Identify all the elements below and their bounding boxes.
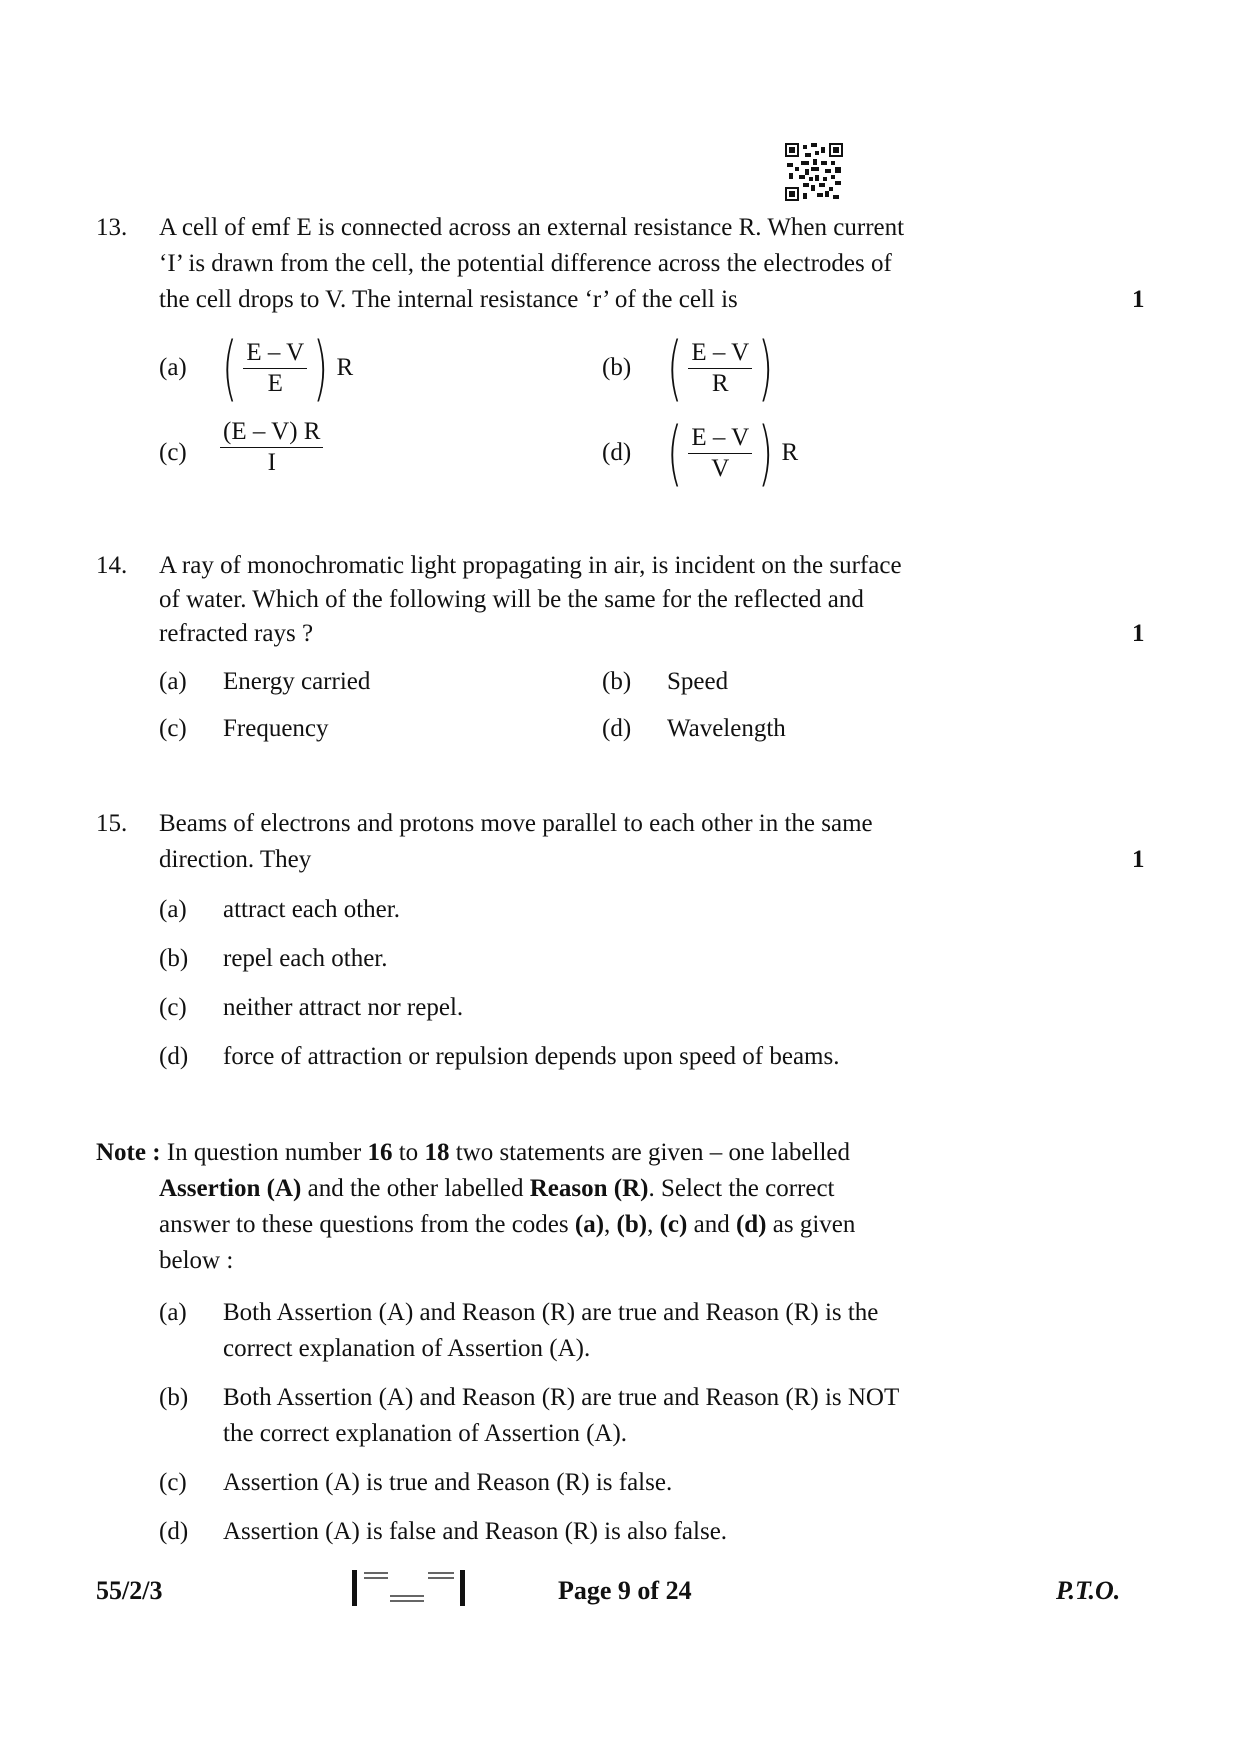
q13-option-d-label: (d) [602, 439, 632, 466]
note-option-a-line-2: correct explanation of Assertion (A). [223, 1335, 591, 1362]
question-15-line-1: Beams of electrons and protons move parallel to each other in the same [159, 810, 873, 837]
q13-c-denominator: I [267, 449, 276, 476]
q14-option-a-label: (a) [159, 668, 187, 695]
note-option-b-label: (b) [159, 1384, 189, 1411]
q14-option-b-text: Speed [667, 668, 729, 695]
question-13-marks: 1 [1132, 286, 1145, 313]
note-number-18: 18 [424, 1139, 450, 1166]
question-14-line-2: of water. Which of the following will be the same for the reflected and [159, 586, 864, 613]
code-c: (c) [659, 1211, 688, 1238]
question-15-line-2: direction. They [159, 846, 312, 873]
q13-b-denominator: R [711, 369, 729, 397]
note-option-c-text: Assertion (A) is true and Reason (R) is false. [223, 1469, 673, 1496]
q13-option-c-formula [220, 418, 323, 477]
q15-option-d-text: force of attraction or repulsion depends upon speed of beams. [223, 1043, 840, 1070]
q14-option-c-text: Frequency [223, 715, 329, 742]
note-text: as given [772, 1211, 856, 1238]
paper-code: 55/2/3 [96, 1576, 163, 1605]
q14-option-d-text: Wavelength [667, 715, 786, 742]
note-number-16: 16 [367, 1139, 393, 1166]
q15-option-c-label: (c) [159, 994, 187, 1021]
note-assertion: Assertion (A) [159, 1175, 302, 1202]
q13-d-denominator: V [711, 454, 730, 482]
right-paren: ) [758, 327, 774, 409]
q13-c-numerator: (E – V) R [220, 418, 323, 448]
note-comma: , [604, 1211, 611, 1238]
right-paren: ) [758, 412, 774, 494]
barcode-mark [350, 1568, 468, 1608]
question-15-number: 15. [96, 810, 128, 837]
question-14-number: 14. [96, 552, 128, 579]
q15-option-b-label: (b) [159, 945, 189, 972]
question-14-marks: 1 [1132, 620, 1145, 647]
please-turn-over: P.T.O. [1056, 1576, 1121, 1605]
note-comma: , [647, 1211, 654, 1238]
q13-a-denominator: E [267, 369, 283, 397]
q13-option-b-formula [661, 327, 780, 409]
question-13-line-2: ‘I’ is drawn from the cell, the potential difference across the electrodes of [159, 250, 892, 277]
note-option-d-text: Assertion (A) is false and Reason (R) is also false. [223, 1518, 728, 1545]
question-14-line-1: A ray of monochromatic light propagating in air, is incident on the surface [159, 552, 902, 579]
note-text: answer to these questions from the codes [159, 1211, 569, 1238]
note-text: to [398, 1139, 419, 1166]
q13-option-a-formula [216, 327, 354, 409]
note-heading: Note : [96, 1139, 161, 1166]
q13-a-numerator: E – V [243, 339, 307, 369]
note-option-b-line-2: the correct explanation of Assertion (A). [223, 1420, 628, 1447]
q14-option-c-label: (c) [159, 715, 187, 742]
q15-option-d-label: (d) [159, 1043, 189, 1070]
q15-option-a-text: attract each other. [223, 896, 400, 923]
q14-option-a-text: Energy carried [223, 668, 371, 695]
question-14-line-3: refracted rays ? [159, 620, 314, 647]
question-13-line-1: A cell of emf E is connected across an external resistance R. When current [159, 214, 905, 241]
note-option-a-line-1: Both Assertion (A) and Reason (R) are true and Reason (R) is the [223, 1299, 879, 1326]
code-a: (a) [574, 1211, 605, 1238]
note-text: . Select the correct [648, 1175, 835, 1202]
q13-option-d-formula [661, 412, 799, 494]
q15-option-a-label: (a) [159, 896, 187, 923]
left-paren: ( [667, 412, 683, 494]
note-line-2 [159, 1171, 1092, 1207]
note-option-d-label: (d) [159, 1518, 189, 1545]
note-option-c-label: (c) [159, 1469, 187, 1496]
q13-b-numerator: E – V [688, 339, 752, 369]
note-option-a-label: (a) [159, 1299, 187, 1326]
question-13-number: 13. [96, 214, 128, 241]
note-text: and the other labelled [307, 1175, 524, 1202]
q13-d-factor: R [781, 439, 799, 466]
left-paren: ( [667, 327, 683, 409]
q14-option-b-label: (b) [602, 668, 632, 695]
q13-a-factor: R [336, 354, 354, 381]
q13-option-a-label: (a) [159, 354, 187, 381]
q14-option-d-label: (d) [602, 715, 632, 742]
q13-option-b-label: (b) [602, 354, 632, 381]
q15-option-b-text: repel each other. [223, 945, 388, 972]
page-number: Page 9 of 24 [558, 1576, 692, 1605]
q15-option-c-text: neither attract nor repel. [223, 994, 464, 1021]
left-paren: ( [222, 327, 238, 409]
qr-code [785, 143, 843, 201]
question-13-line-3: the cell drops to V. The internal resistance ‘r’ of the cell is [159, 286, 738, 313]
note-text: In question number [166, 1139, 362, 1166]
code-b: (b) [616, 1211, 648, 1238]
note-line-4: below : [159, 1247, 234, 1274]
code-d: (d) [735, 1211, 767, 1238]
q13-option-c-label: (c) [159, 439, 187, 466]
note-text: and [693, 1211, 730, 1238]
note-line-3 [159, 1207, 1092, 1243]
note-text: two statements are given – one labelled [455, 1139, 850, 1166]
note-reason: Reason (R) [529, 1175, 649, 1202]
note-line-1 [96, 1135, 1092, 1171]
question-15-marks: 1 [1132, 846, 1145, 873]
note-option-b-line-1: Both Assertion (A) and Reason (R) are true and Reason (R) is NOT [223, 1384, 900, 1411]
q13-d-numerator: E – V [688, 424, 752, 454]
right-paren: ) [313, 327, 329, 409]
